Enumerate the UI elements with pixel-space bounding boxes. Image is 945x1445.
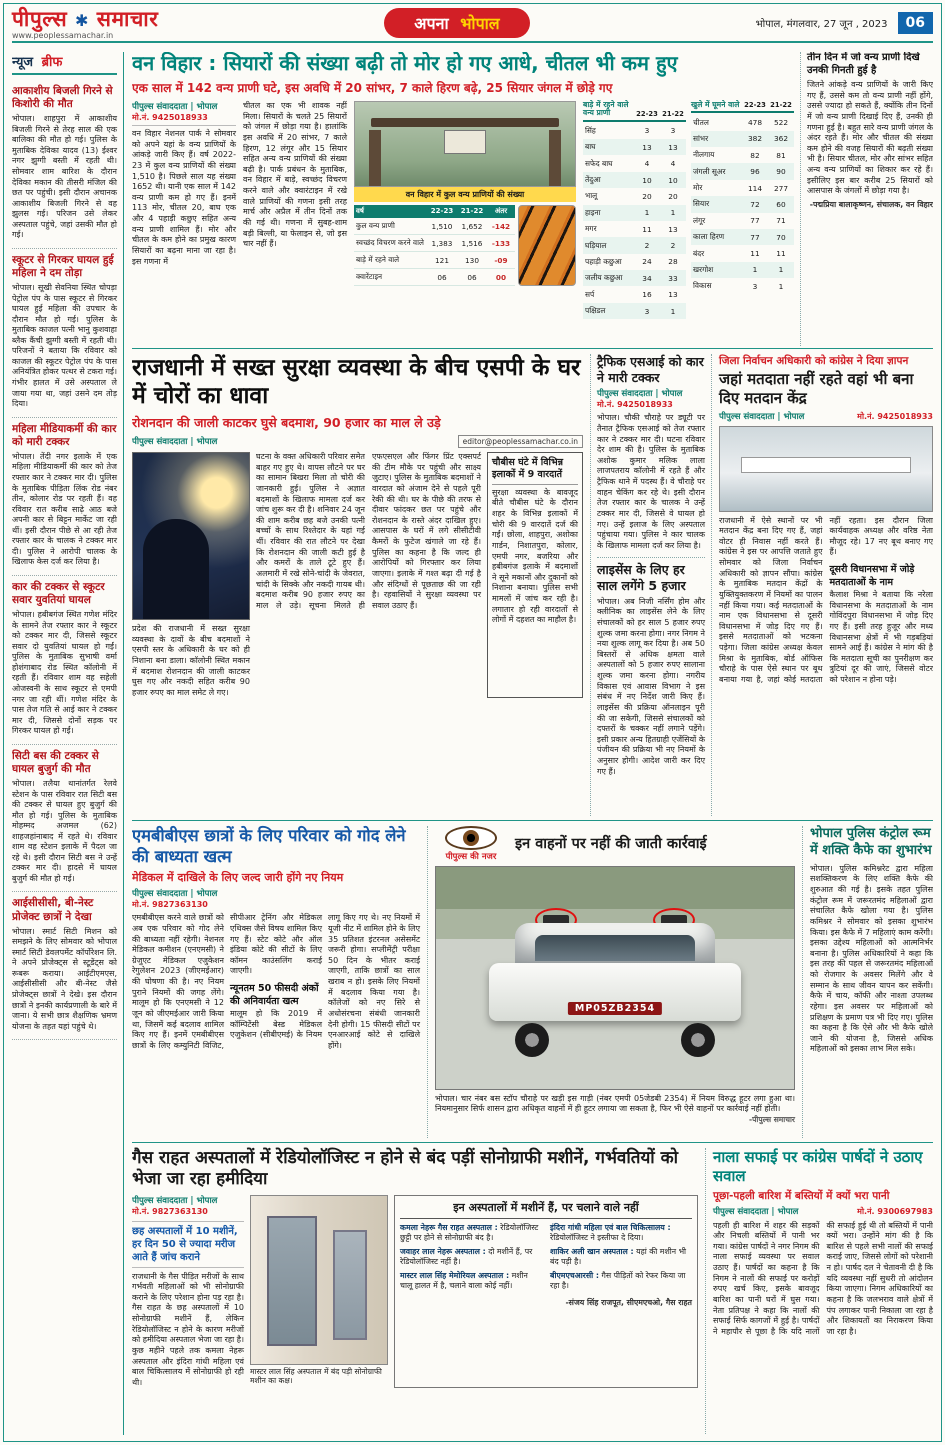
logo-text-2: समाचार bbox=[96, 7, 159, 31]
gas-relief-story bbox=[132, 1148, 706, 1434]
animal-y2: 70 bbox=[776, 232, 786, 242]
animal-name: जंगली सूअर bbox=[693, 166, 726, 176]
animal-y1: 114 bbox=[747, 183, 763, 193]
hospital-photo bbox=[250, 1195, 388, 1365]
hospital-entry bbox=[400, 1271, 542, 1291]
gate-beam bbox=[371, 118, 559, 127]
animal-name: मोर bbox=[693, 183, 703, 193]
animal-y2: 3 bbox=[670, 126, 676, 136]
animal-y1: 20 bbox=[642, 191, 652, 201]
hospital-door-left bbox=[267, 1216, 317, 1346]
count-row-delta: -09 bbox=[494, 255, 508, 265]
tiger-photo bbox=[518, 205, 576, 286]
hospital-entry bbox=[400, 1223, 542, 1243]
count-row-name: कुल वन्य प्राणी bbox=[356, 221, 395, 230]
animal-name: नीलगाय bbox=[693, 150, 715, 160]
van-vihar-note bbox=[800, 52, 933, 346]
caged-table-row bbox=[583, 237, 686, 253]
note-body: जितने आंकड़े वन्य प्राणियों के जारी किए गए हैं, उससे कम तो वन्य प्राणी नहीं होंगे, उससे ज्यादा हो सकते हैं, क्योंकि तीन दिनों में जो वन्य प्राणी दिखाई दिए हैं, उनकी ही गणना हुई है। बहुत सारे वन्य प्राणी जंगल के अंदर रहते हैं। मोर और चीतल की संख्या कम होने की वजह सियारों की बढ़ती संख्या भी है। सियार चीतल, मोर और सांभर सहित अन्य वन्य प्राणियों का शिकार कर रहे हैं। इसीलिए इस बार करीब 25 सियारों को आसपास के जंगलों में छोड़ा गया है। bbox=[807, 80, 933, 196]
animal-y2: 60 bbox=[776, 199, 786, 209]
gate-pillar-right bbox=[549, 130, 561, 186]
hospital-entry bbox=[550, 1247, 692, 1267]
animal-y1: 16 bbox=[642, 290, 652, 300]
hospital-entry-name: बीएमएचआरसी : bbox=[550, 1271, 599, 1280]
animal-y2: 11 bbox=[776, 249, 786, 259]
nala-byline-row bbox=[713, 1206, 933, 1217]
animal-name: मगर bbox=[585, 224, 597, 234]
hospital-entry-name: इंदिरा गांधी महिला एवं बाल चिकित्सालय : bbox=[550, 1222, 671, 1232]
gas-relief-photo-column bbox=[250, 1195, 388, 1389]
animal-name: पक्षिडल bbox=[585, 306, 606, 315]
count-row-y2: 1,516 bbox=[461, 238, 483, 248]
news-brief-item-title: आईसीसीसी, बी-नेस्ट प्रोजेक्ट छात्रों ने देखा bbox=[12, 897, 94, 923]
caged-h-y2: 21-22 bbox=[662, 109, 684, 118]
traffic-si-headline: ट्रैफिक एसआई को कार ने मारी टक्कर bbox=[597, 354, 704, 385]
count-row-y1: 06 bbox=[437, 272, 447, 282]
mbbs-kicker: मेडिकल में दाखिले के लिए जल्द जारी होंगे नए नियम bbox=[132, 871, 344, 885]
mbbs-phone: मो.नं. 9827363130 bbox=[132, 900, 208, 910]
car-photo bbox=[435, 866, 795, 1090]
animal-y2: 71 bbox=[776, 216, 786, 226]
mbbs-body-columns bbox=[132, 913, 420, 1051]
animal-name: सफेद बाघ bbox=[585, 158, 613, 168]
caged-h-y1: 22-23 bbox=[636, 109, 658, 118]
count-h-y1: 22-23 bbox=[430, 207, 454, 215]
traffic-si-phone: मो.नं. 9425018933 bbox=[597, 400, 673, 410]
van-vihar-byline: पीपुल्स संवाददाता | भोपाल bbox=[132, 102, 218, 112]
matdan-body-1: राजधानी में ऐसे स्थानों पर भी मतदान केंद्र बना दिए गए हैं, जहां वोटर ही निवास नहीं करते हैं। कांग्रेस ने इस पर आपत्ति जताते हुए सोमवार को जिला निर्वाचन अधिकारी को ज्ञापन सौंपा। कांग्रेस के मुताबिक मतदान केंद्रों के युक्तियुक्तकरण में नियमों का पालन नहीं किया गया। कई मतदाताओं के नाम एक विधानसभा से दूसरी विधानसभा में जोड़ दिए गए हैं। इससे मतदाताओं को भटकना पड़ेगा। जिला कांग्रेस अध्यक्ष केवल मिश्रा के मुताबिक, बोर्ड ऑफिस चौराहे के पास ऐसे स्थान पर बूथ बनाया गया है, जहां कोई मतदाता नहीं रहता। इस दौरान जिला कार्यवाहक अध्यक्ष और वरिष्ठ नेता मौजूद रहे। 17 नए बूथ बनाए गए हैं। bbox=[719, 515, 933, 684]
count-row-delta: -142 bbox=[491, 221, 511, 231]
mbbs-body-2: मालूम हो कि 2019 में कॉम्पिटेंसी बेस्ड मेडिकल एजुकेशन (सीबीएमई) के नियम लागू किए गए थे। नए नियमों में यूजी नीट में शामिल होने के लिए 35 प्रतिशत इंटरनल असेसमेंट जरूरी होगा। सप्लीमेंट्री परीक्षा 50 दिन के भीतर कराई जाएगी, ताकि छात्रों का साल खराब न हो। इसके लिए नियमों में बदलाव किया गया है। कॉलेजों को नए सिरे से अधोसंरचना संबंधी जानकारी देनी होगी। 15 फीसदी सीटों पर एनआरआई कोटे से दाखिले होंगे। bbox=[230, 913, 420, 1050]
open-h-y2: 21-22 bbox=[770, 101, 792, 110]
caged-table-row bbox=[583, 286, 686, 302]
dateline: भोपाल, मंगलवार, 27 जून , 2023 bbox=[755, 18, 888, 30]
news-brief-item-title: आकाशीय बिजली गिरने से किशोरी की मौत bbox=[12, 85, 113, 111]
edition-banner bbox=[384, 8, 529, 38]
news-brief-item bbox=[12, 80, 117, 249]
eye-iris bbox=[463, 830, 479, 846]
animal-y1: 11 bbox=[642, 224, 652, 234]
hospital-entry-detail: रेडियोलॉजिस्ट ने इस्तीफा दे दिया। bbox=[550, 1232, 644, 1242]
open-table-row bbox=[691, 213, 794, 229]
news-brief-item-title: सिटी बस की टक्कर से घायल बुजुर्ग की मौत bbox=[12, 749, 99, 775]
animal-y2: 13 bbox=[668, 224, 678, 234]
count-h-name: वर्ष bbox=[356, 207, 364, 215]
hospital-entry bbox=[400, 1247, 542, 1267]
masthead-right bbox=[756, 12, 933, 34]
hospital-entry-detail: दो मशीनें हैं, पर रेडियोलॉजिस्ट नहीं है। bbox=[400, 1246, 533, 1266]
matdan-story bbox=[712, 354, 933, 816]
matdan-kicker: जिला निर्वाचन अधिकारी को कांग्रेस ने दिया ज्ञापन bbox=[719, 355, 909, 367]
car-windshield bbox=[535, 935, 695, 961]
count-row-y1: 1,383 bbox=[431, 238, 453, 248]
animal-y2: 522 bbox=[773, 118, 789, 128]
car-wheel-left bbox=[515, 1023, 549, 1057]
thief-photo bbox=[132, 452, 250, 620]
open-table-row bbox=[691, 147, 794, 163]
gate-pillar-left bbox=[369, 130, 381, 186]
hospital-entry-name: मास्टर लाल सिंह मेमोरियल अस्पताल : bbox=[400, 1271, 510, 1280]
animal-y1: 10 bbox=[642, 175, 652, 185]
count-row-y2: 06 bbox=[467, 272, 477, 282]
animal-y1: 3 bbox=[752, 281, 758, 291]
count-row-y2: 1,652 bbox=[461, 221, 483, 231]
van-vihar-story bbox=[132, 52, 933, 346]
matdan-headline: जहां मतदाता नहीं रहते वहां भी बना दिए मतदान केंद्र bbox=[719, 370, 914, 407]
shakti-cafe-story bbox=[802, 826, 933, 1138]
sp-theft-headline: राजधानी में सख्त सुरक्षा व्यवस्था के बीच एसपी के घर में चोरों का धावा bbox=[132, 355, 581, 410]
animal-name: बाघ bbox=[585, 142, 596, 152]
mbbs-body-1: एमबीबीएस करने वाले छात्रों को अब एक परिवार को गोद लेने की बाध्यता नहीं रहेगी। नेशनल मेडिकल कमीशन (एनएमसी) ने ग्रेजुएट मेडिकल एजुकेशन रेगुलेशन 2023 (जीएमईआर) की घोषणा की है। नए नियम पुराने नियमों की जगह लेंगे। मालूम हो कि एनएमसी ने 12 जून को जीएमईआर जारी किया था, जिसमें कई बदलाव शामिल किए गए हैं। इनमें एमबीबीएस छात्रों के लिए कम्युनिटी विजिट, सीपीआर ट्रेनिंग और मेडिकल एथिक्स जैसे विषय शामिल किए गए हैं। स्टेट कोटे और ऑल इंडिया कोटे की सीटों के लिए कॉमन काउंसलिंग कराई जाएगी। bbox=[132, 913, 322, 1050]
caged-table-row bbox=[583, 188, 686, 204]
hospital-entry-name: कमला नेहरू गैस राहत अस्पताल : bbox=[400, 1222, 498, 1232]
animal-y1: 3 bbox=[644, 306, 650, 316]
caged-table-row bbox=[583, 123, 686, 139]
note-title: तीन दिन में जो वन्य प्राणी दिखे उनकी गिनती हुई है bbox=[807, 52, 920, 76]
animal-y1: 72 bbox=[750, 199, 760, 209]
open-table-row bbox=[691, 245, 794, 261]
traffic-si-byline: पीपुल्स संवाददाता | भोपाल bbox=[597, 389, 683, 400]
van-vihar-gate-photo bbox=[354, 101, 576, 187]
website-url: www.peoplessamachar.in bbox=[12, 31, 114, 40]
news-brief-item-title: महिला मीडियाकर्मी की कार को मारी टक्कर bbox=[12, 422, 117, 448]
animal-y2: 1 bbox=[670, 208, 676, 218]
animal-name: काला हिरण bbox=[693, 232, 725, 242]
animal-name: घड़ियाल bbox=[585, 240, 607, 250]
count-table-row bbox=[354, 235, 515, 252]
mbbs-headline: एमबीबीएस छात्रों के लिए परिवार को गोद लेने की बाध्यता खत्म bbox=[132, 826, 406, 866]
open-table-row bbox=[691, 163, 794, 179]
van-vihar-subhead: एक साल में 142 वन्य प्राणी घटे, इस अवधि में 20 सांभर, 7 काले हिरण बढ़े, 25 सियार जंगल में छोड़े गए bbox=[132, 81, 613, 95]
logo-text-1: पीपुल्स bbox=[12, 7, 68, 31]
animal-name: बंदर bbox=[693, 248, 705, 258]
masthead bbox=[12, 7, 933, 43]
car-body-shell bbox=[489, 963, 741, 1021]
count-row-delta: 00 bbox=[495, 272, 507, 282]
info-box-entries bbox=[400, 1223, 692, 1296]
animal-name: सिंह bbox=[585, 125, 596, 135]
nazar-header bbox=[435, 826, 795, 862]
animal-y2: 20 bbox=[668, 191, 678, 201]
car-illustration bbox=[489, 913, 741, 1045]
van-vihar-photo-caption: वन विहार में कुल वन्य प्राणियों की संख्या bbox=[354, 187, 576, 202]
animal-y1: 4 bbox=[644, 159, 650, 169]
animal-y2: 1 bbox=[670, 306, 676, 316]
caged-animals-table bbox=[583, 101, 686, 319]
hospital-entry bbox=[550, 1271, 692, 1291]
van-vihar-main bbox=[132, 52, 800, 346]
animal-name: लंगूर bbox=[693, 215, 706, 225]
gas-pull-stat: छह अस्पतालों में 10 मशीनें, हर दिन 50 से ज्यादा मरीज आते हैं जांच कराने bbox=[132, 1221, 244, 1268]
nazar-credit: -पीपुल्स समाचार bbox=[749, 1114, 795, 1124]
van-vihar-body-2: चीतल का एक भी शावक नहीं मिला। सियारों के चलते 25 सियारों को जंगल में छोड़ा गया है। हालांकि इस अवधि में 20 सांभर, 7 काले हिरण, 12 लंगूर और 15 सियार सहित अन्य वन्य प्राणियों की संख्या बढ़ी है। पार्क प्रबंधन के मुताबिक, वन विहार में बाड़े, स्वच्छंद विचरण करने वाले और क्वारंटाइन में रखे वाले प्राणियों की गणना इसी तरह मार्च और अप्रैल में तीन दिनों तक की गई थी। गणना में सुबह-शाम बड़ी बिल्ली, या फेलाइन से, जो इस चार नहीं हैं। bbox=[243, 101, 347, 249]
caged-table-row bbox=[583, 155, 686, 171]
van-vihar-photo-column bbox=[354, 101, 576, 319]
gas-relief-headline: गैस राहत अस्पतालों में रेडियोलॉजिस्ट न होने से बंद पड़ीं सोनोग्राफी मशीनें, गर्भवतियों को भेजा जा रहा हमीदिया bbox=[132, 1148, 679, 1190]
nala-kicker: पूछा-पहली बारिश में बस्तियों में क्यों भरा पानी bbox=[713, 1189, 890, 1202]
gas-relief-phone: मो.नं. 9827363130 bbox=[132, 1206, 208, 1216]
news-brief-item-body: भोपाल। तेंदी नगर इलाके में एक महिला मीडियाकर्मी की कार को तेज रफ्तार कार ने टक्कर मार दी। पुलिस के मुताबिक पीड़िता लिंक रोड नंबर तीन, कोलार रोड पर रहती हैं। वह रविवार रात करीब साढ़े आठ बजे अपनी कार से बिट्टन मार्केट जा रही थीं। इसी दौरान पीछे से आ रही तेज रफ्तार कार के चालक ने टक्कर मार दी। पुलिस ने आरोपी चालक के खिलाफ केस दर्ज कर लिया है। bbox=[12, 451, 117, 567]
animal-y1: 96 bbox=[750, 167, 760, 177]
open-table-row bbox=[691, 262, 794, 278]
news-brief-title-1: न्यूज bbox=[12, 55, 34, 70]
nazar-caption: भोपाल। चार नंबर बस स्टॉप चौराहे पर खड़ी इस गाड़ी (नंबर एमपी 05जेडबी 2354) में नियम विरुद्ध हूटर लगा हुआ था। नियमानुसार सिर्फ शासन द्वारा अधिकृत वाहनों में ही हूटर लगाया जा सकता है, फिर भी ऐसे वाहनों पर कार्रवाई नहीं होती। bbox=[435, 1094, 795, 1114]
animal-name: हाइना bbox=[585, 207, 601, 217]
nazar-headline: इन वाहनों पर नहीं की जाती कार्रवाई bbox=[515, 835, 707, 852]
matdan-body-columns bbox=[719, 516, 933, 686]
animal-y1: 1 bbox=[644, 208, 650, 218]
open-animals-table bbox=[691, 101, 794, 319]
hospital-entry-detail: यहां की मशीन भी बंद पड़ी है। bbox=[550, 1246, 687, 1266]
count-row-name: क्वारेंटाइन bbox=[356, 272, 383, 281]
news-brief-sidebar bbox=[12, 52, 124, 1435]
sp-theft-byline-row bbox=[132, 435, 583, 448]
memorandum-banner bbox=[741, 457, 911, 473]
gas-relief-byline: पीपुल्स संवाददाता | भोपाल bbox=[132, 1195, 218, 1206]
hospital-entry-name: शाकिर अली खान अस्पताल : bbox=[550, 1246, 634, 1256]
animal-y2: 90 bbox=[776, 167, 786, 177]
count-row-name: बाड़े में रहने वाले bbox=[356, 255, 400, 264]
eye-icon bbox=[445, 826, 497, 850]
edition-word-1: अपना bbox=[414, 13, 449, 33]
news-brief-item-body: भोपाल। हबीबगंज स्थित गणेश मंदिर के सामने तेज रफ्तार कार ने स्कूटर को टक्कर मार दी, जिससे स्कूटर सवार दो युवतियां घायल हो गईं। पुलिस के मुताबिक सुभाषी वर्मा होशंगाबाद रोड स्थित कॉलोनी में रहती हैं। रविवार शाम वह सहेली ओजस्वनी के साथ स्कूटर से एमपी नगर जा रही थीं। गणेश मंदिर के पास तेज गति से आई कार ने टक्कर मार दी, जिससे दोनों सड़क पर गिरकर घायल हो गईं। bbox=[12, 610, 117, 736]
caged-table-row bbox=[583, 303, 686, 319]
nala-byline: पीपुल्स संवाददाता | भोपाल bbox=[713, 1206, 799, 1217]
matdan-phone: मो.नं. 9425018933 bbox=[857, 411, 933, 421]
animal-y2: 1 bbox=[778, 281, 784, 291]
sp-theft-body: घटना के वक्त अधिकारी परिवार समेत बाहर गए हुए थे। वापस लौटने पर घर का सामान बिखरा मिला तो चोरी की जानकारी हुई। पुलिस ने अज्ञात बदमाशों के खिलाफ मामला दर्ज कर जांच शुरू कर दी है। शनिवार 24 जून की शाम करीब छह बजे उनकी पत्नी बच्चों के साथ रिश्तेदार के यहां गई थीं। रविवार की रात लौटने पर देखा कि रोशनदान की जाली कटी हुई है और कमरों के ताले टूटे हुए हैं। अलमारी में रखे सोने-चांदी के जेवरात, चांदी के सिक्के और नकदी गायब थी। बदमाश करीब 90 हजार रुपए का माल ले उड़े। सूचना मिलते ही एफएसएल और फिंगर प्रिंट एक्सपर्ट की टीम मौके पर पहुंची और साक्ष्य जुटाए। पुलिस के मुताबिक बदमाशों ने वारदात को अंजाम देने से पहले पूरी रेकी की थी। घर के पीछे की तरफ से दीवार फांदकर छत पर पहुंचे और रोशनदान के रास्ते अंदर दाखिल हुए। आसपास के घरों में लगे सीसीटीवी कैमरों के फुटेज खंगाले जा रहे हैं। पुलिस का कहना है कि जल्द ही आरोपियों को गिरफ्तार कर लिया जाएगा। इलाके में गश्त बढ़ा दी गई है और संदिग्धों से पूछताछ की जा रही है। रहवासियों ने सुरक्षा व्यवस्था पर सवाल उठाए हैं। bbox=[256, 452, 481, 610]
animal-y2: 277 bbox=[773, 183, 789, 193]
newspaper-logo bbox=[12, 5, 158, 40]
animal-y2: 4 bbox=[670, 159, 676, 169]
open-table-row bbox=[691, 114, 794, 130]
thief-silhouette bbox=[143, 519, 209, 620]
van-vihar-col-2 bbox=[243, 101, 347, 319]
animal-y1: 1 bbox=[752, 265, 758, 275]
animal-y2: 81 bbox=[776, 150, 786, 160]
crime-roundup-title: चौबीस घंटे में विभिन्न इलाकों में 9 वारदातें bbox=[492, 457, 578, 485]
animal-y2: 13 bbox=[668, 142, 678, 152]
license-headline: लाइसेंस के लिए हर साल लगेंगे 5 हजार bbox=[597, 562, 686, 593]
van-vihar-columns bbox=[132, 101, 794, 319]
news-brief-header bbox=[12, 52, 117, 75]
sp-theft-lead: प्रदेश की राजधानी में सख्त सुरक्षा व्यवस्था के दावों के बीच बदमाशों ने एसपी स्तर के अधिकारी के घर को ही निशाना बना डाला। कॉलोनी स्थित मकान में बदमाश रोशनदान की जाली काटकर घुस गए और नकदी सहित करीब 90 हजार रुपए का माल समेट ले गए। bbox=[132, 624, 250, 697]
animal-y1: 3 bbox=[644, 126, 650, 136]
open-table-title: खुले में घूमने वाले bbox=[691, 100, 740, 109]
open-table-row bbox=[691, 131, 794, 147]
caged-table-row bbox=[583, 172, 686, 188]
mbbs-inner-subhead: न्यूनतम 50 फीसदी अंकों की अनिवार्यता खत्म bbox=[230, 983, 319, 1007]
animal-name: भालू bbox=[585, 191, 598, 201]
sp-theft-story bbox=[132, 354, 590, 816]
gas-relief-row bbox=[132, 1195, 698, 1389]
traffic-si-body: भोपाल। चौकी चौराहे पर ड्यूटी पर तैनात ट्रैफिक एसआई को तेज रफ्तार कार ने टक्कर मार दी। घटना रविवार देर शाम की है। पुलिस के मुताबिक अशोक कुमार मलिक लाला लाजपतराय कॉलोनी में रहते हैं और ट्रैफिक थाने में पदस्थ हैं। वे चौराहे पर वाहन चेकिंग कर रहे थे। इसी दौरान तेज रफ्तार कार के चालक ने उन्हें टक्कर मार दी, जिससे वे घायल हो गए। उन्हें इलाज के लिए अस्पताल पहुंचाया गया। पुलिस ने कार चालक के खिलाफ मामला दर्ज कर लिया है। bbox=[597, 413, 705, 550]
animal-name: जलीय कछुआ bbox=[585, 273, 623, 283]
count-h-y2: 21-22 bbox=[460, 207, 484, 215]
animal-name: सांभर bbox=[693, 133, 709, 143]
page-number: 06 bbox=[898, 12, 933, 34]
hospital-entry-name: जवाहर लाल नेहरू अस्पताल : bbox=[400, 1246, 486, 1256]
news-brief-item bbox=[12, 418, 117, 576]
mbbs-story bbox=[132, 826, 428, 1138]
caged-table-row bbox=[583, 221, 686, 237]
memorandum-photo bbox=[719, 426, 933, 512]
note-credit: -पद्मप्रिया बालाकृष्णन, संचालक, वन विहार bbox=[809, 199, 933, 209]
animal-name: विकास bbox=[693, 281, 712, 291]
hospitals-info-box bbox=[394, 1195, 698, 1389]
count-table-header bbox=[354, 205, 515, 218]
nazar-logo-label: पीपुल्स की नजर bbox=[445, 852, 497, 862]
count-row-delta: -133 bbox=[491, 238, 511, 248]
sp-theft-body-row bbox=[132, 452, 583, 698]
hospital-entry bbox=[550, 1223, 692, 1243]
count-row-y1: 121 bbox=[435, 255, 449, 265]
nala-phone: मो.नं. 9300697983 bbox=[857, 1206, 933, 1216]
animal-y1: 24 bbox=[642, 257, 652, 267]
open-table-row bbox=[691, 196, 794, 212]
van-vihar-headline: वन विहार : सियारों की संख्या बढ़ी तो मोर हो गए आधे, चीतल भी कम हुए bbox=[132, 52, 678, 75]
logo-star-icon: ✱ bbox=[75, 11, 89, 30]
hospital-entry-detail: मशीन चालू हालत में है, चलाने वाला कोई नहीं। bbox=[400, 1271, 528, 1291]
info-box-attribution: -संजय सिंह राजपूत, सीएमएचओ, गैस राहत bbox=[565, 1298, 692, 1308]
count-row-y2: 130 bbox=[465, 255, 479, 265]
caged-table-row bbox=[583, 254, 686, 270]
shakti-cafe-body: भोपाल। पुलिस कमिश्नरेट द्वारा महिला सशक्तिकरण के लिए शक्ति कैफे की शुरुआत की गई है। इसके तहत पुलिस कंट्रोल रूम में जरूरतमंद महिलाओं द्वारा संचालित कैफे खोला गया है। पुलिस कमिश्नर ने सोमवार को इसका शुभारंभ किया। इस कैफे में 7 महिलाएं काम करेंगी। इसका उद्देश्य महिलाओं को आत्मनिर्भर बनाना है। पुलिस अधिकारियों ने कहा कि इस तरह की पहल से जरूरतमंद महिलाओं को रोजगार के अवसर मिलेंगे और वे सम्मान के साथ जीवन यापन कर सकेंगी। कैफे में चाय, कॉफी और नाश्ता उपलब्ध रहेगा। इस अवसर पर महिलाओं को प्रशिक्षण के प्रमाण पत्र भी दिए गए। पुलिस का कहना है कि ऐसे और भी कैफे खोले जाने की योजना है, जिससे अधिक महिलाओं को इसका लाभ मिल सके। bbox=[810, 863, 933, 1054]
animal-y2: 28 bbox=[668, 257, 678, 267]
news-brief-item-body: भोपाल। स्मार्ट सिटी मिशन को समझने के लिए सोमवार को भोपाल स्मार्ट सिटी डेवलपमेंट कॉर्पोरेशन लि. ने अपने प्रोजेक्ट्स से स्टूडेंट्स को रूबरू कराया। आईटीएमएस, आईसीसीसी और बी-नेस्ट जैसे प्रोजेक्ट्स छात्रों ने देखे। इस दौरान छात्रों ने इनकी कार्यप्रणाली के बारे में जाना। ये सभी छात्र शैक्षणिक भ्रमण योजना के तहत यहां पहुंचे थे। bbox=[12, 926, 117, 1031]
caged-table-row bbox=[583, 270, 686, 286]
news-brief-item-body: भोपाल। तलैया थानांतर्गत रेलवे स्टेशन के पास रविवार रात सिटी बस की टक्कर से घायल हुए बुजुर्ग की मौत हो गई। पुलिस के मुताबिक मोहम्मद अजमल (62) शाहजहांनाबाद में रहते थे। रविवार शाम वह स्टेशन इलाके में पैदल जा रहे थे। इसी दौरान सिटी बस ने उन्हें टक्कर मार दी। हादसे में घायल बुजुर्ग की मौत हो गई। bbox=[12, 778, 117, 883]
news-brief-item-body: भोपाल। शाहपुरा में आकाशीय बिजली गिरने से तेरह साल की एक बालिका की मौत हो गई। पुलिस के मुताबिक देविका यादव (13) ईश्वर नगर झुग्गी बस्ती में रहती थी। सोमवार शाम बारिश के दौरान देविका मकान की तीसरी मंजिल की छत पर पहुंची। इसी दौरान अचानक आकाशीय बिजली गिरने से वह झुलस गई। परिजन उसे लेकर अस्पताल पहुंचे, जहां उसकी मौत हो गई। bbox=[12, 114, 117, 240]
hospital-entry-detail: रेडियोलॉजिस्ट छुट्टी पर होने से सोनोग्राफी बंद है। bbox=[400, 1222, 539, 1242]
animal-y2: 1 bbox=[778, 265, 784, 275]
news-brief-item-title: स्कूटर से गिरकर घायल हुई महिला ने दम तोड़ा bbox=[12, 253, 114, 279]
caged-table-rows bbox=[583, 123, 686, 320]
news-brief-item bbox=[12, 576, 117, 745]
hospital-entry-detail: गैस पीड़ितों को रेफर किया जा रहा है। bbox=[550, 1271, 686, 1291]
open-table-row bbox=[691, 278, 794, 294]
mbbs-byline: पीपुल्स संवाददाता | भोपाल bbox=[132, 889, 218, 900]
count-h-delta: अंतर bbox=[494, 207, 508, 215]
car-wheel-right bbox=[681, 1023, 715, 1057]
nala-story bbox=[706, 1148, 933, 1434]
animal-y1: 2 bbox=[644, 241, 650, 250]
caged-table-row bbox=[583, 139, 686, 155]
animal-name: खरगोश bbox=[693, 264, 714, 274]
caged-table-row bbox=[583, 205, 686, 221]
news-brief-item-body: भोपाल। सूखी सेवनिया स्थित चोपड़ा पेट्रोल पंप के पास स्कूटर से गिरकर घायल हुई महिला की उपचार के दौरान मौत हो गई। पुलिस के मुताबिक काजल पत्नी भानु कुशवाहा ब्लैक कैंची झुग्गी बस्ती में रहती थी। परिजनों ने बताया कि रविवार को काजल की स्कूटर पेट्रोल पंप के पास अनियंत्रित होकर पत्थर से टकरा गई। गंभीर हालत में उसे अस्पताल ले जाया गया था, जहां उसने दम तोड़ दिया। bbox=[12, 283, 117, 409]
middle-column bbox=[590, 354, 712, 816]
news-brief-item-title: कार की टक्कर से स्कूटर सवार युवतियां घायल bbox=[12, 580, 105, 607]
license-body: भोपाल। अब निजी नर्सिंग होम और क्लीनिक का लाइसेंस लेने के लिए संचालकों को हर साल 5 हजार रुपए शुल्क जमा करना होगा। नगर निगम ने नया शुल्क लागू कर दिया है। अब 50 बिस्तरों से अधिक क्षमता वाले अस्पतालों को 5 हजार रुपए सालाना शुल्क जमा करना होगा। नगरीय विकास एवं आवास विभाग ने इस संबंध में नए निर्देश जारी किए हैं। लाइसेंस की प्रक्रिया ऑनलाइन पूरी की जा सकेगी, जिससे संचालकों को दफ्तरों के चक्कर नहीं लगाने पड़ेंगे। इसी प्रकार अन्य हितग्राही एजेंसियों के पंजीयन की प्रक्रिया भी नए नियमों के अनुसार होगी। आदेश जारी कर दिए गए हैं। bbox=[597, 596, 705, 776]
animal-y1: 13 bbox=[642, 142, 652, 152]
open-table-rows bbox=[691, 114, 794, 294]
matdan-body-2: कैलाश मिश्रा ने बताया कि नरेला विधानसभा के मतदाताओं के नाम गोविंदपुरा विधानसभा में जोड़ दिए गए हैं। इसी तरह हुजूर और मध्य विधानसभा क्षेत्रों में भी गड़बड़ियां सामने आई हैं। कांग्रेस ने मांग की है कि मतदाता सूची का पुनरीक्षण कर त्रुटियां दूर की जाएं, जिससे वोटर को परेशान न होना पड़े। bbox=[829, 590, 933, 684]
column-divider bbox=[597, 557, 705, 558]
animal-name: चीतल bbox=[693, 117, 709, 127]
count-row-name: स्वच्छंद विचरण करने वाले bbox=[356, 238, 424, 247]
matdan-inner-subhead: दूसरी विधानसभा में जोड़े मतदाताओं के नाम bbox=[829, 564, 915, 588]
news-brief-item bbox=[12, 249, 117, 418]
animal-name: सर्प bbox=[585, 289, 595, 299]
van-vihar-tables bbox=[583, 101, 794, 319]
count-table-row bbox=[354, 218, 515, 235]
animal-y1: 77 bbox=[750, 216, 760, 226]
caged-table-header bbox=[583, 101, 686, 122]
sp-theft-subhead: रोशनदान की जाली काटकर घुसे बदमाश, 90 हजार का माल ले उड़े bbox=[132, 415, 441, 431]
van-vihar-phone: मो.नं. 9425018933 bbox=[132, 113, 208, 122]
nala-body: पहली ही बारिश में शहर की सड़कों और निचली बस्तियों में पानी भर गया। कांग्रेस पार्षदों ने नगर निगम की नाला सफाई व्यवस्था पर सवाल उठाए हैं। पार्षदों का कहना है कि निगम ने नालों की सफाई पर करोड़ों रुपए खर्च किए, इसके बावजूद बारिश का पानी घरों में घुस गया। नेता प्रतिपक्ष ने कहा कि नालों की सफाई सिर्फ कागजों में हुई है। पार्षदों ने महापौर से पूछा है कि यदि नालों की सफाई हुई थी तो बस्तियों में पानी क्यों भरा। उन्होंने मांग की है कि बारिश से पहले सभी नालों की सफाई कराई जाए, जिससे लोगों को परेशानी न हो। पार्षद दल ने चेतावनी दी है कि यदि व्यवस्था नहीं सुधरी तो आंदोलन किया जाएगा। निगम अधिकारियों का कहना है कि जलभराव वाले क्षेत्रों में पंप लगाकर पानी निकाला जा रहा है और शिकायतों का निराकरण किया जा रहा है। bbox=[713, 1220, 933, 1336]
gas-relief-col-1 bbox=[132, 1195, 244, 1389]
gas-band bbox=[132, 1142, 933, 1434]
animal-y2: 10 bbox=[668, 175, 678, 185]
sp-theft-band bbox=[132, 348, 933, 816]
animal-name: सियार bbox=[693, 199, 710, 209]
animal-name: पहाड़ी कछुआ bbox=[585, 256, 622, 266]
mbbs-band bbox=[132, 820, 933, 1138]
count-table-wrap bbox=[354, 205, 576, 286]
crime-roundup-body: सुरक्षा व्यवस्था के बावजूद बीते चौबीस घंटे के दौरान शहर के विभिन्न इलाकों में चोरी की 9 वारदातें दर्ज की गईं। छोला, शाहपुरा, अशोका गार्डन, निशातपुरा, कोलार, एमपी नगर, बजरिया और हबीबगंज इलाके में बदमाशों ने सूने मकानों और दुकानों को निशाना बनाया। पुलिस सभी मामलों में जांच कर रही है। लगातार हो रही वारदातों से लोगों में दहशत का माहौल है। bbox=[492, 487, 578, 625]
animal-y1: 34 bbox=[642, 273, 652, 283]
open-table-row bbox=[691, 180, 794, 196]
shakti-cafe-headline: भोपाल पुलिस कंट्रोल रूम में शक्ति कैफे का शुभारंभ bbox=[810, 826, 932, 858]
news-brief-title-2: ब्रीफ bbox=[41, 55, 63, 70]
animal-y2: 362 bbox=[773, 134, 789, 144]
peoples-nazar-feature bbox=[428, 826, 802, 1138]
open-table-row bbox=[691, 229, 794, 245]
animal-name: तेंदुआ bbox=[585, 175, 601, 184]
nazar-logo bbox=[435, 826, 507, 862]
crime-roundup-box bbox=[487, 452, 583, 698]
animal-y2: 2 bbox=[670, 241, 676, 250]
open-table-header bbox=[691, 101, 794, 113]
count-row-y1: 1,510 bbox=[431, 221, 453, 231]
van-vihar-col-1 bbox=[132, 101, 236, 319]
license-plate: MP05ZB2354 bbox=[568, 1002, 662, 1015]
matdan-byline: पीपुल्स संवाददाता | भोपाल bbox=[719, 411, 805, 422]
animal-y2: 13 bbox=[668, 290, 678, 300]
caged-table-title: बाड़े में रहने वाले वन्य प्राणी bbox=[583, 100, 629, 118]
animal-y1: 382 bbox=[747, 134, 763, 144]
gate-sign bbox=[444, 130, 486, 154]
sp-theft-byline: पीपुल्स संवाददाता | भोपाल bbox=[132, 437, 218, 448]
nala-headline: नाला सफाई पर कांग्रेस पार्षदों ने उठाए सवाल bbox=[713, 1148, 923, 1185]
animal-y1: 478 bbox=[747, 118, 763, 128]
editor-email: editor@peoplessamachar.co.in bbox=[458, 435, 583, 448]
open-h-y1: 22-23 bbox=[744, 101, 766, 110]
hospital-photo-caption: मास्टर लाल सिंह अस्पताल में बंद पड़ी सोनोग्राफी मशीन का कक्ष। bbox=[250, 1366, 382, 1386]
edition-word-2: भोपाल bbox=[460, 13, 500, 33]
count-table-row bbox=[354, 252, 515, 269]
news-brief-item bbox=[12, 745, 117, 893]
animal-count-table bbox=[354, 205, 515, 286]
van-vihar-body-1: वन विहार नेशनल पार्क ने सोमवार को अपने यहां के वन्य प्राणियों के आंकड़े जारी किए हैं। वर्ष 2022-23 में कुल वन्य प्राणियों की संख्या 1,510 है। पिछले साल यह संख्या 1652 थी। यानी एक साल में 142 वन्य प्राणी कम हो गए हैं। इनमें 113 मोर, चीतल 20, बाघ एक और 4 पहाड़ी कछुए सहित अन्य वन्य प्राणी शामिल हैं। मोर और चीतल के कम होने का प्रमुख कारण सियारों का बढ़ना माना जा रहा है। इस गणना में bbox=[132, 129, 236, 266]
animal-y1: 82 bbox=[750, 150, 760, 160]
animal-y2: 33 bbox=[668, 273, 678, 283]
news-brief-item bbox=[12, 892, 117, 1040]
hospital-door-right bbox=[333, 1230, 367, 1340]
count-table-row bbox=[354, 269, 515, 286]
count-table-rows bbox=[354, 218, 515, 286]
gas-relief-body: राजधानी के गैस पीड़ित मरीजों के साथ गर्भवती महिलाओं को भी सोनोग्राफी कराने के लिए परेशान होना पड़ रहा है। गैस राहत के छह अस्पतालों में 10 सोनोग्राफी मशीनें हैं, लेकिन रेडियोलॉजिस्ट न होने के कारण मरीजों को हमीदिया अस्पताल भेजा जा रहा है। कुछ महीने पहले तक कमला नेहरू अस्पताल और इंदिरा गांधी महिला एवं बाल चिकित्सालय में सोनोग्राफी हो रही थी। bbox=[132, 1271, 244, 1387]
animal-y1: 11 bbox=[750, 249, 760, 259]
matdan-byline-row bbox=[719, 411, 933, 422]
info-box-title: इन अस्पतालों में मशीनें हैं, पर चलाने वाले नहीं bbox=[400, 1200, 692, 1219]
sp-theft-image-column bbox=[132, 452, 250, 698]
animal-y1: 77 bbox=[750, 232, 760, 242]
news-brief-list bbox=[12, 80, 117, 1040]
